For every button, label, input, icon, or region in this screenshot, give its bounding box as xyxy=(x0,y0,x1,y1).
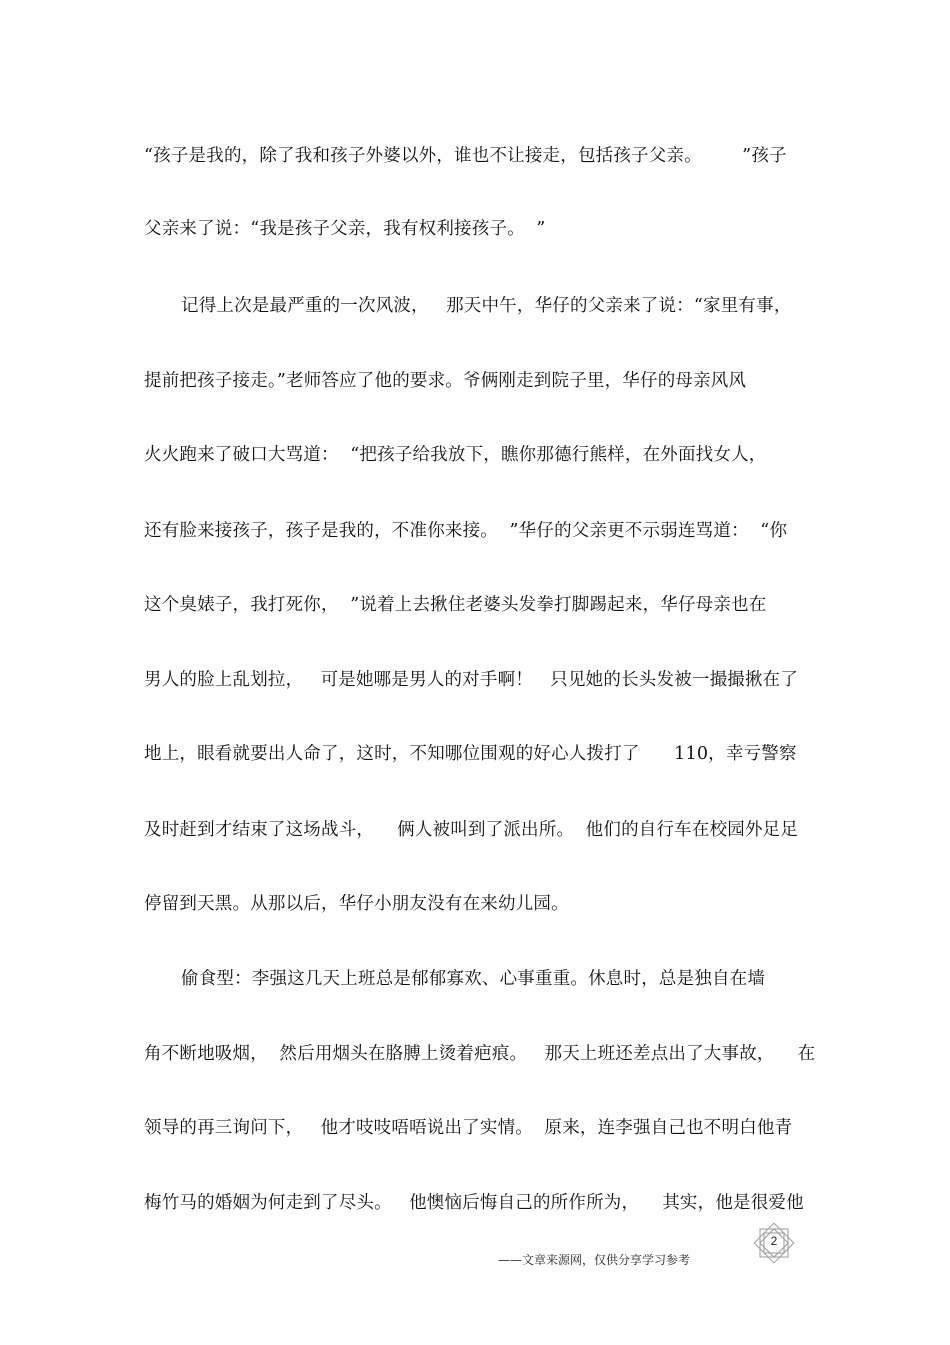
text-line: 及时赶到才结束了这场战斗， 俩人被叫到了派出所。 他们的自行车在校园外足足 xyxy=(144,820,799,840)
text-line: “孩子是我的，除了我和孩子外婆以外，谁也不让接走，包括孩子父亲。 ”孩子 xyxy=(144,146,787,166)
text-line: 梅竹马的婚姻为何走到了尽头。 他懊恼后悔自己的所作所为， 其实，他是很爱他 xyxy=(144,1193,804,1213)
text-line: 还有脸来接孩子，孩子是我的，不准你来接。 ”华仔的父亲更不示弱连骂道： “你 xyxy=(144,521,788,541)
text-line: 火火跑来了破口大骂道： “把孩子给我放下，瞧你那德行熊样，在外面找女人， xyxy=(144,445,767,465)
paragraph-first-line: 记得上次是最严重的一次风波， 那天中午，华仔的父亲来了说：“家里有事， xyxy=(181,296,792,316)
text-line: 地上，眼看就要出人命了，这时，不知哪位围观的好心人拨打了 110，幸亏警察 xyxy=(144,744,797,764)
text-line: 领导的再三询问下， 他才吱吱唔唔说出了实情。 原来，连李强自己也不明白他青 xyxy=(144,1118,793,1138)
text-line: 角不断地吸烟， 然后用烟头在胳膊上烫着疤痕。 那天上班还差点出了大事故， 在 xyxy=(144,1044,816,1064)
text-line: 男人的脸上乱划拉， 可是她哪是男人的对手啊！ 只见她的长头发被一撮撮揪在了 xyxy=(144,670,799,690)
source-note: ——文章来源网，仅供分享学习参考 xyxy=(498,1253,691,1267)
paragraph-first-line: 偷食型：李强这几天上班总是郁郁寡欢、心事重重。休息时，总是独自在墙 xyxy=(181,969,766,989)
text-line: 这个臭婊子，我打死你， ”说着上去揪住老婆头发拳打脚踢起来，华仔母亲也在 xyxy=(144,595,767,615)
page-number-badge xyxy=(750,1220,798,1266)
text-line: 停留到天黑。从那以后，华仔小朋友没有在来幼儿园。 xyxy=(144,894,569,914)
page-number: 2 xyxy=(770,1234,778,1248)
text-line: 提前把孩子接走。”老师答应了他的要求。爷俩刚走到院子里，华仔的母亲风风 xyxy=(144,371,747,391)
text-line: 父亲来了说：“我是孩子父亲，我有权利接孩子。 ” xyxy=(144,219,546,239)
